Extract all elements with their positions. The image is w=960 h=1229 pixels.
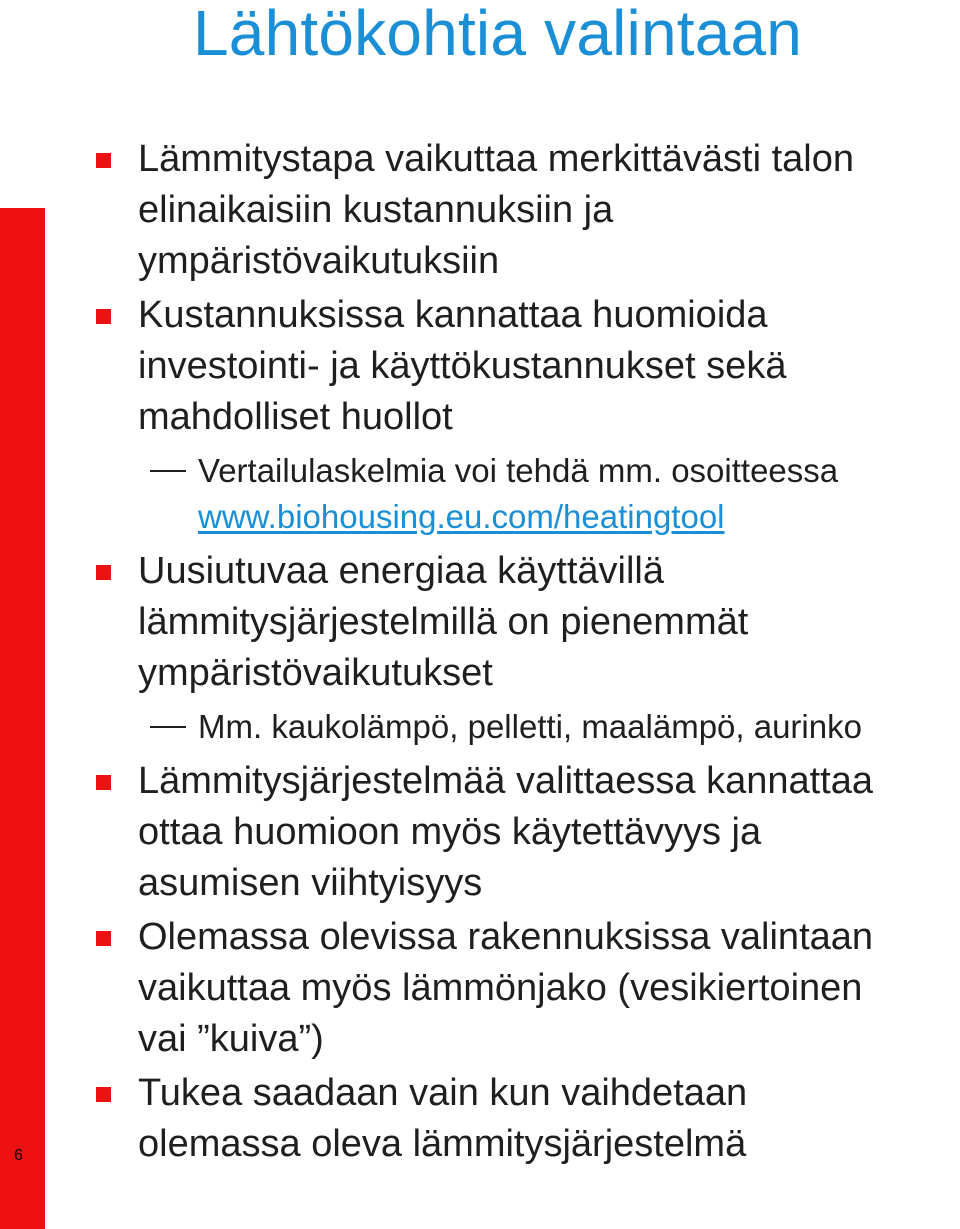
square-bullet-icon: [96, 931, 111, 946]
heating-tool-link[interactable]: www.biohousing.eu.com/heatingtool: [198, 498, 725, 535]
bullet-text: ympäristövaikutukset: [138, 652, 493, 694]
bullet-text: Lämmitystapa vaikuttaa merkittävästi talon: [138, 138, 854, 180]
bullet-text: Lämmitysjärjestelmää valittaessa kannattaa: [138, 760, 874, 802]
sub-bullet-item: [90, 448, 958, 540]
bullet-text: elinaikaisiin kustannuksiin ja: [138, 189, 614, 231]
square-bullet-icon: [96, 565, 111, 580]
bullet-text: lämmitysjärjestelmillä on pienemmät: [138, 601, 749, 643]
dash-bullet-icon: [150, 470, 186, 472]
bullet-text: mahdolliset huollot: [138, 396, 453, 438]
square-bullet-icon: [96, 775, 111, 790]
dash-bullet-icon: [150, 726, 186, 728]
square-bullet-icon: [96, 309, 111, 324]
sub-bullet-item: [90, 704, 958, 750]
sub-bullet-text: Mm. kaukolämpö, pelletti, maalämpö, aurinko: [198, 708, 862, 745]
side-accent-band: [0, 208, 45, 1229]
bullet-text: asumisen viihtyisyys: [138, 862, 483, 904]
slide-title: Lähtökohtia valintaan: [193, 0, 803, 69]
slide-number: 6: [14, 1147, 23, 1164]
bullet-item: [90, 1068, 958, 1170]
sub-bullet-text: Vertailulaskelmia voi tehdä mm. osoitteessa: [198, 452, 839, 489]
bullet-text: ottaa huomioon myös käytettävyys ja: [138, 811, 762, 853]
bullet-item: [90, 912, 958, 1065]
bullet-text: Uusiutuvaa energiaa käyttävillä: [138, 550, 664, 592]
bullet-text: Kustannuksissa kannattaa huomioida: [138, 294, 768, 336]
bullet-item: [90, 290, 958, 443]
bullet-text: vaikuttaa myös lämmönjako (vesikiertoinen: [138, 967, 863, 1009]
bullet-text: Tukea saadaan vain kun vaihdetaan: [138, 1072, 748, 1114]
bullet-text: ympäristövaikutuksiin: [138, 240, 500, 282]
square-bullet-icon: [96, 1087, 111, 1102]
bullet-item: [90, 134, 958, 287]
bullet-text: olemassa oleva lämmitysjärjestelmä: [138, 1123, 747, 1165]
bullet-text: investointi- ja käyttökustannukset sekä: [138, 345, 787, 387]
bullet-list: [90, 134, 958, 1173]
bullet-item: [90, 756, 958, 909]
bullet-text: vai ”kuiva”): [138, 1018, 324, 1060]
bullet-text: Olemassa olevissa rakennuksissa valintaan: [138, 916, 874, 958]
square-bullet-icon: [96, 153, 111, 168]
bullet-item: [90, 546, 958, 699]
